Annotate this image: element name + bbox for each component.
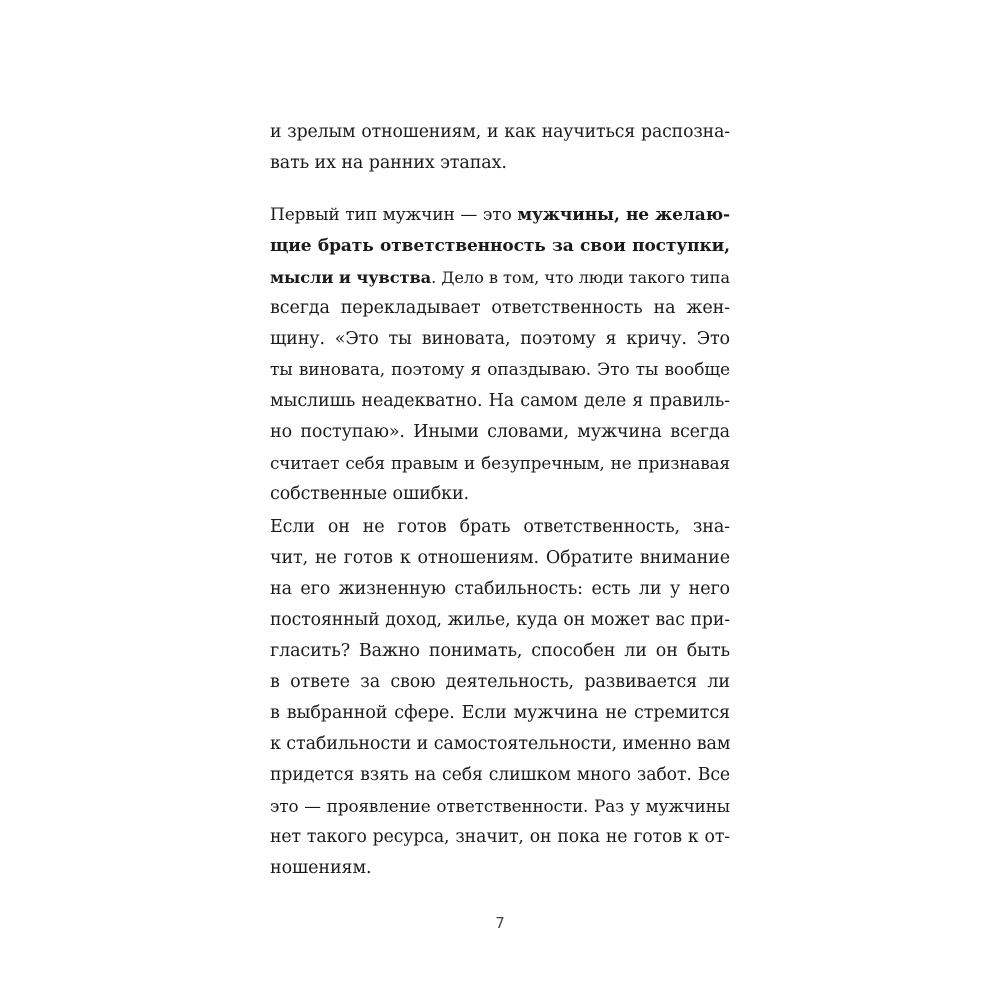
text-line: в ответе за свою деятельность, развивается ли xyxy=(270,672,730,692)
bold-text-run: щие брать ответственность за свои поступки, xyxy=(270,236,730,256)
text-line: щину. «Это ты виновата, поэтому я кричу. Это xyxy=(270,329,730,349)
paragraph-2 xyxy=(270,200,730,510)
text-line: это — проявление ответственности. Раз у мужчины xyxy=(270,796,730,816)
text-line: мыслишь неадекватно. На самом деле я правиль- xyxy=(270,391,730,411)
text-line: собственные ошибки. xyxy=(270,484,470,504)
text-line: и зрелым отношениям, и как научиться распозна- xyxy=(270,122,730,142)
text-line: придется взять на себя слишком много забот. Все xyxy=(270,765,730,785)
paragraph-3 xyxy=(270,512,730,884)
text-line: вать их на ранних этапах. xyxy=(270,153,507,173)
text-line xyxy=(270,200,730,231)
bold-text-run: мысли и чувства xyxy=(270,268,432,287)
text-run: Первый тип мужчин — это xyxy=(270,205,518,225)
text-line xyxy=(270,262,730,293)
text-line: ношениям. xyxy=(270,858,372,878)
text-line: постоянный доход, жилье, куда он может вас при- xyxy=(270,610,730,630)
text-line: всегда перекладывает ответственность на жен- xyxy=(270,298,730,318)
text-line: но поступаю». Иными словами, мужчина всегда xyxy=(270,422,730,442)
text-line: нет такого ресурса, значит, он пока не готов к от- xyxy=(270,827,730,847)
text-line: гласить? Важно понимать, способен ли он быть xyxy=(270,641,730,661)
text-line: чит, не готов к отношениям. Обратите внимание xyxy=(270,548,730,568)
paragraph-1 xyxy=(270,117,730,179)
text-run: . Дело в том, что люди такого типа xyxy=(431,268,730,287)
text-line: считает себя правым и безупречным, не признавая xyxy=(270,453,730,473)
page-number: 7 xyxy=(495,914,505,932)
text-line: к стабильности и самостоятельности, именно вам xyxy=(270,734,731,754)
bold-text-run: мужчины, не желаю- xyxy=(517,205,730,225)
text-line: на его жизненную стабильность: есть ли у него xyxy=(270,579,730,599)
text-line: ты виновата, поэтому я опаздываю. Это ты вообще xyxy=(270,360,730,380)
text-line: Если он не готов брать ответственность, зна- xyxy=(270,517,730,537)
text-line: в выбранной сфере. Если мужчина не стремится xyxy=(270,703,730,723)
text-line xyxy=(270,231,730,262)
